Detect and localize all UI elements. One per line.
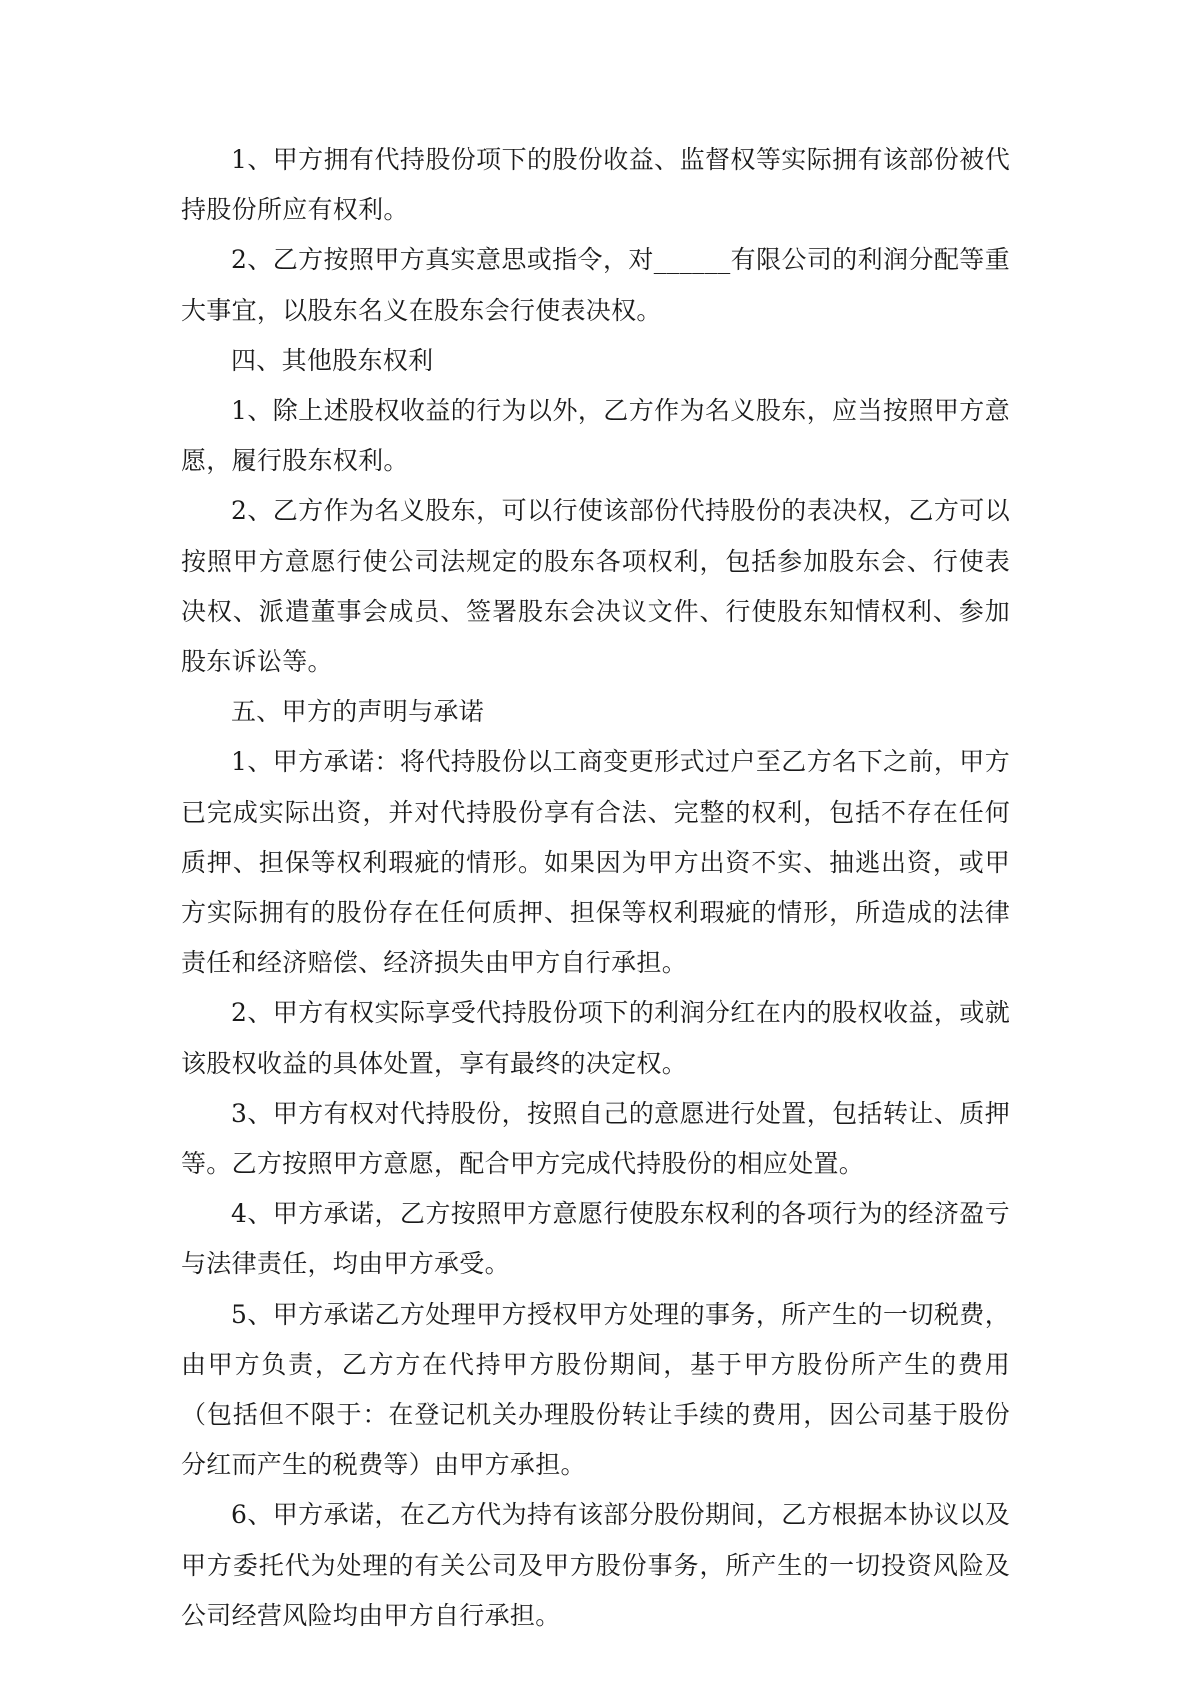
- paragraph-clause-5-2: 2、甲方有权实际享受代持股份项下的利润分红在内的股权收益，或就该股权收益的具体处置，享有最终的决定权。: [181, 998, 1010, 1078]
- paragraph-clause-5-6: 6、甲方承诺，在乙方代为持有该部分股份期间，乙方根据本协议以及甲方委托代为处理的有关公司及甲方股份事务，所产生的一切投资风险及公司经营风险均由甲方自行承担。: [181, 1500, 1010, 1630]
- paragraph-clause-4-2: 2、乙方作为名义股东，可以行使该部份代持股份的表决权，乙方可以按照甲方意愿行使公司法规定的股东各项权利，包括参加股东会、行使表决权、派遣董事会成员、签署股东会决议文件、行使股东知情权利、参加股东诉讼等。: [181, 496, 1010, 677]
- paragraph-clause-5-4: 4、甲方承诺，乙方按照甲方意愿行使股东权利的各项行为的经济盈亏与法律责任，均由甲方承受。: [181, 1199, 1010, 1279]
- paragraph-clause-5-1: 1、甲方承诺：将代持股份以工商变更形式过户至乙方名下之前，甲方已完成实际出资，并对代持股份享有合法、完整的权利，包括不存在任何质押、担保等权利瑕疵的情形。如果因为甲方出资不实、抽逃出资，或甲方实际拥有的股份存在任何质押、担保等权利瑕疵的情形，所造成的法律责任和经济赔偿、经济损失由甲方自行承担。: [181, 747, 1010, 978]
- paragraph-clause-5-5: 5、甲方承诺乙方处理甲方授权甲方处理的事务，所产生的一切税费，由甲方负责，乙方方在代持甲方股份期间，基于甲方股份所产生的费用（包括但不限于：在登记机关办理股份转让手续的费用，因公司基于股份分红而产生的税费等）由甲方承担。: [181, 1299, 1010, 1480]
- paragraph-clause-3-2: 2、乙方按照甲方真实意思或指令，对______有限公司的利润分配等重大事宜，以股东名义在股东会行使表决权。: [181, 245, 1010, 325]
- section-heading-5: 五、甲方的声明与承诺: [231, 697, 485, 727]
- paragraph-clause-5-3: 3、甲方有权对代持股份，按照自己的意愿进行处置，包括转让、质押等。乙方按照甲方意愿，配合甲方完成代持股份的相应处置。: [181, 1098, 1010, 1179]
- paragraph-clause-4-1: 1、除上述股权收益的行为以外，乙方作为名义股东，应当按照甲方意愿，履行股东权利。: [181, 396, 1010, 476]
- section-heading-4: 四、其他股东权利: [231, 345, 434, 375]
- paragraph-clause-3-1: 1、甲方拥有代持股份项下的股份收益、监督权等实际拥有该部份被代持股份所应有权利。: [181, 145, 1010, 225]
- document-body: [181, 135, 1010, 1641]
